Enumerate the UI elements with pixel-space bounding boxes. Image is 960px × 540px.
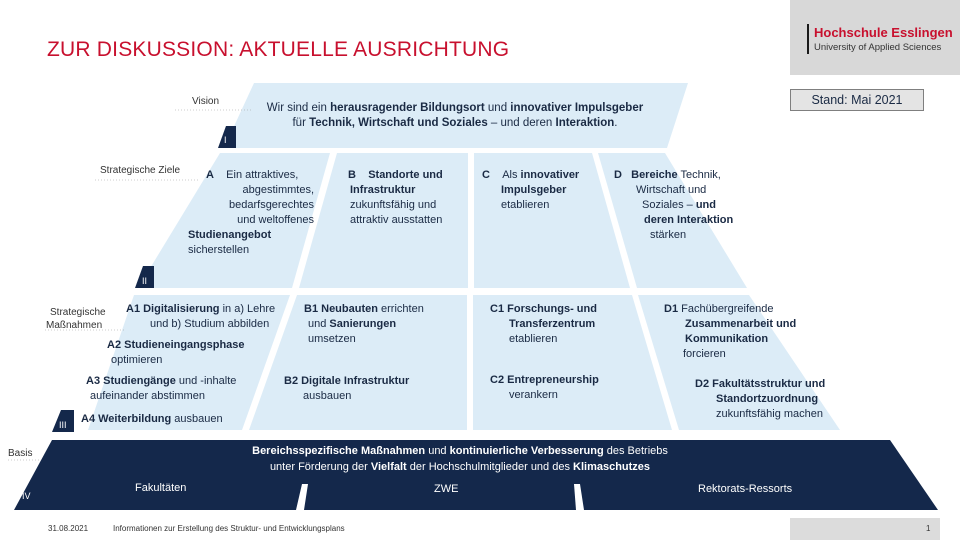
basis-zwe: ZWE — [434, 483, 459, 495]
label-massnahmen: Maßnahmen — [46, 320, 103, 331]
footer-info: Informationen zur Erstellung des Struktur- und Entwicklungsplans — [113, 524, 345, 533]
massnahme-c1: C1 Forschungs- und Transferzentrum etablieren — [490, 303, 597, 345]
roman-iii: III — [59, 420, 67, 430]
label-strategische: Strategische — [50, 307, 106, 318]
basis-rektorat: Rektorats-Ressorts — [698, 483, 793, 495]
massnahme-d2: D2 Fakultätsstruktur und Standortzuordnung zukunftsfähig machen — [695, 378, 826, 420]
massnahme-a4: A4 Weiterbildung ausbauen — [81, 413, 223, 425]
footer-date: 31.08.2021 — [48, 524, 89, 533]
status-badge: Stand: Mai 2021 — [790, 89, 924, 111]
label-basis: Basis — [8, 448, 33, 459]
basis-text: Bereichsspezifische Maßnahmen und kontinuierliche Verbesserung des Betriebs unter Förderung der Vielfalt der Hochschulmitglieder und des Klimaschutzes — [252, 445, 668, 473]
massnahme-b2: B2 Digitale Infrastruktur ausbauen — [284, 375, 410, 402]
ziel-b: B Standorte und Infrastruktur zukunftsfähig und attraktiv ausstatten — [348, 169, 443, 226]
ziel-a: A Ein attraktives, abgestimmtes, bedarfsgerechtes und weltoffenes Studienangebot sicherstellen — [188, 169, 314, 256]
page-number: 1 — [926, 524, 931, 533]
roman-ii: II — [142, 276, 148, 286]
marker-i — [218, 126, 236, 148]
massnahme-a1: A1 Digitalisierung in a) Lehre und b) Studium abbilden — [126, 303, 276, 330]
massnahme-d1: D1 Fachübergreifende Zusammenarbeit und Kommunikation forcieren — [664, 303, 797, 360]
basis-fakultaeten: Fakultäten — [135, 482, 187, 494]
vision-text: Wir sind ein herausragender Bildungsort und innovativer Impulsgeber für Technik, Wirtschaft und Soziales – und deren Interaktion. — [266, 102, 644, 129]
massnahme-b1: B1 Neubauten errichten und Sanierungen umsetzen — [304, 303, 424, 345]
massnahme-a2: A2 Studieneingangsphase optimieren — [107, 339, 245, 366]
page-title: ZUR DISKUSSION: AKTUELLE AUSRICHTUNG — [47, 38, 510, 61]
massnahme-c2: C2 Entrepreneurship verankern — [490, 374, 599, 401]
ziel-c: C Als innovativer Impulsgeber etablieren — [482, 169, 580, 211]
label-strategische-ziele: Strategische Ziele — [100, 165, 181, 176]
logo-subtitle: University of Applied Sciences — [814, 42, 942, 53]
massnahme-a3: A3 Studiengänge und -inhalte aufeinander abstimmen — [86, 375, 237, 402]
label-vision: Vision — [192, 96, 220, 107]
roman-i: I — [224, 135, 227, 145]
ziel-d: D Bereiche Technik, Wirtschaft und Soziales – und deren Interaktion stärken — [614, 169, 734, 241]
logo-name: Hochschule Esslingen — [814, 25, 953, 40]
roman-iv: IV — [22, 491, 31, 501]
